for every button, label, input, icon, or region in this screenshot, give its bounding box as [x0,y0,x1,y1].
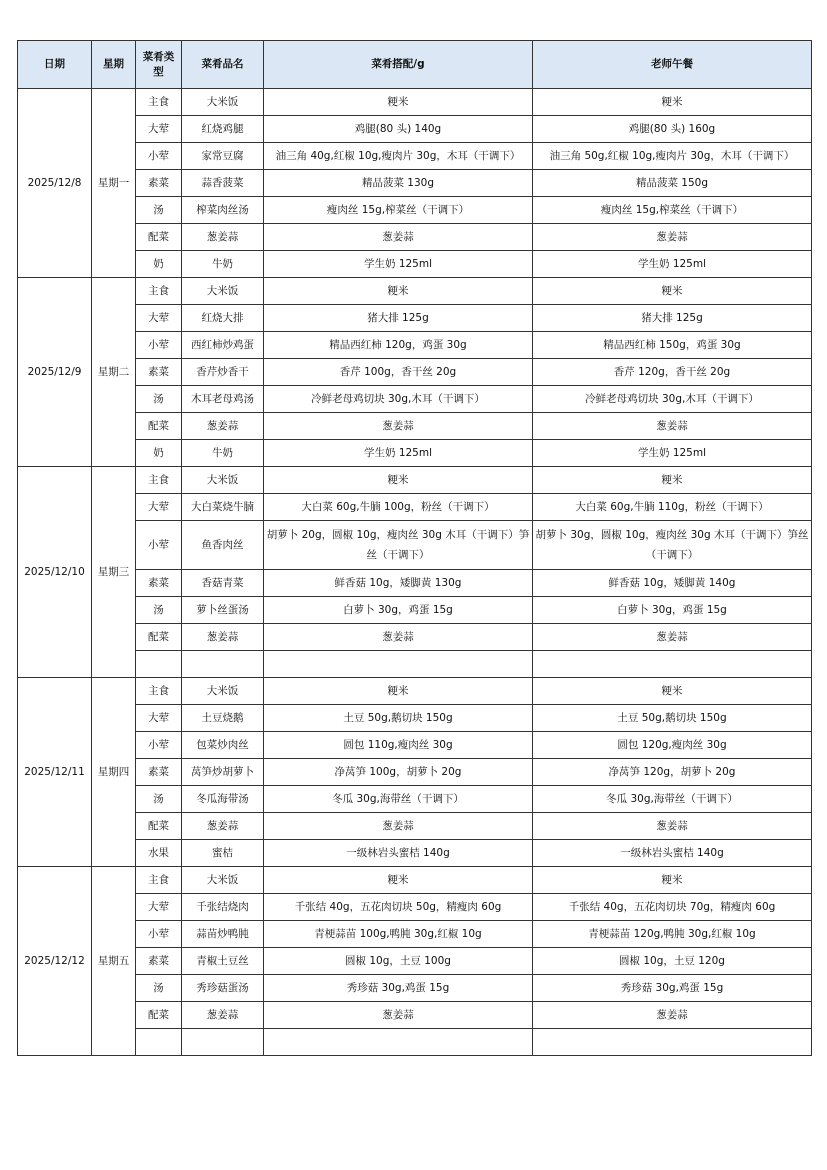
day-weekday: 星期二 [92,278,136,467]
dish-name-cell: 青椒土豆丝 [182,948,264,975]
dish-type-cell: 小荤 [136,521,182,570]
day-date: 2025/12/12 [18,867,92,1056]
teacher-lunch-cell: 香芹 120g，香干丝 20g [533,359,812,386]
ingredients-cell: 精品西红柿 120g，鸡蛋 30g [264,332,533,359]
teacher-lunch-cell: 粳米 [533,678,812,705]
teacher-lunch-cell: 粳米 [533,278,812,305]
header-weekday: 星期 [92,41,136,89]
dish-type-cell: 大荤 [136,116,182,143]
table-row [18,116,812,143]
dish-name-cell [182,1029,264,1056]
dish-type-cell: 大荤 [136,305,182,332]
dish-type-cell: 汤 [136,597,182,624]
table-row [18,1002,812,1029]
teacher-lunch-cell: 学生奶 125ml [533,440,812,467]
dish-name-cell: 牛奶 [182,440,264,467]
teacher-lunch-cell: 葱姜蒜 [533,1002,812,1029]
ingredients-cell: 粳米 [264,278,533,305]
teacher-lunch-cell [533,1029,812,1056]
ingredients-cell: 粳米 [264,467,533,494]
table-row [18,975,812,1002]
day-date: 2025/12/10 [18,467,92,678]
day-date: 2025/12/8 [18,89,92,278]
table-row [18,413,812,440]
ingredients-cell: 精品菠菜 130g [264,170,533,197]
teacher-lunch-cell: 冷鲜老母鸡切块 30g,木耳（干调下） [533,386,812,413]
ingredients-cell: 葱姜蒜 [264,624,533,651]
dish-name-cell: 葱姜蒜 [182,1002,264,1029]
table-row [18,597,812,624]
teacher-lunch-cell [533,651,812,678]
ingredients-cell: 葱姜蒜 [264,813,533,840]
teacher-lunch-cell: 瘦肉丝 15g,榨菜丝（干调下） [533,197,812,224]
dish-name-cell: 榨菜肉丝汤 [182,197,264,224]
teacher-lunch-cell: 葱姜蒜 [533,413,812,440]
dish-name-cell: 冬瓜海带汤 [182,786,264,813]
teacher-lunch-cell: 圆包 120g,瘦肉丝 30g [533,732,812,759]
dish-name-cell: 大米饭 [182,678,264,705]
table-row [18,921,812,948]
teacher-lunch-cell: 鸡腿(80 头) 160g [533,116,812,143]
ingredients-cell: 粳米 [264,867,533,894]
table-row [18,813,812,840]
table-row [18,570,812,597]
ingredients-cell: 葱姜蒜 [264,1002,533,1029]
ingredients-cell: 学生奶 125ml [264,440,533,467]
teacher-lunch-cell: 千张结 40g，五花肉切块 70g，精瘦肉 60g [533,894,812,921]
teacher-lunch-cell: 鲜香菇 10g，矮脚黄 140g [533,570,812,597]
table-row [18,143,812,170]
teacher-lunch-cell: 胡萝卜 30g，圆椒 10g，瘦肉丝 30g 木耳（干调下）笋丝（干调下） [533,521,812,570]
dish-name-cell: 葱姜蒜 [182,624,264,651]
dish-name-cell: 蜜桔 [182,840,264,867]
ingredients-cell [264,1029,533,1056]
dish-name-cell: 土豆烧鹅 [182,705,264,732]
dish-type-cell: 汤 [136,786,182,813]
dish-name-cell: 葱姜蒜 [182,413,264,440]
teacher-lunch-cell: 猪大排 125g [533,305,812,332]
header-teacher-lunch: 老师午餐 [533,41,812,89]
dish-type-cell [136,651,182,678]
dish-type-cell: 主食 [136,867,182,894]
teacher-lunch-cell: 葱姜蒜 [533,624,812,651]
dish-name-cell: 香菇青菜 [182,570,264,597]
table-row [18,170,812,197]
dish-type-cell: 素菜 [136,170,182,197]
teacher-lunch-cell: 粳米 [533,867,812,894]
ingredients-cell: 冷鲜老母鸡切块 30g,木耳（干调下） [264,386,533,413]
table-row [18,678,812,705]
dish-name-cell: 大米饭 [182,467,264,494]
ingredients-cell: 油三角 40g,红椒 10g,瘦肉片 30g，木耳（干调下） [264,143,533,170]
teacher-lunch-cell: 白萝卜 30g，鸡蛋 15g [533,597,812,624]
dish-type-cell: 大荤 [136,494,182,521]
day-weekday: 星期四 [92,678,136,867]
table-row [18,494,812,521]
ingredients-cell: 葱姜蒜 [264,224,533,251]
table-row [18,89,812,116]
dish-type-cell: 大荤 [136,894,182,921]
dish-type-cell: 奶 [136,440,182,467]
ingredients-cell: 圆椒 10g，土豆 100g [264,948,533,975]
dish-type-cell [136,1029,182,1056]
ingredients-cell: 土豆 50g,鹅切块 150g [264,705,533,732]
teacher-lunch-cell: 圆椒 10g，土豆 120g [533,948,812,975]
table-row [18,894,812,921]
menu-body [18,89,812,1056]
day-date: 2025/12/11 [18,678,92,867]
teacher-lunch-cell: 大白菜 60g,牛腩 110g，粉丝（干调下） [533,494,812,521]
table-row [18,705,812,732]
dish-name-cell: 蒜香菠菜 [182,170,264,197]
dish-name-cell: 大米饭 [182,278,264,305]
table-row [18,332,812,359]
ingredients-cell: 净莴笋 100g，胡萝卜 20g [264,759,533,786]
dish-type-cell: 小荤 [136,921,182,948]
table-row [18,759,812,786]
dish-type-cell: 大荤 [136,705,182,732]
dish-name-cell: 西红柿炒鸡蛋 [182,332,264,359]
ingredients-cell: 葱姜蒜 [264,413,533,440]
dish-name-cell: 大米饭 [182,89,264,116]
teacher-lunch-cell: 净莴笋 120g，胡萝卜 20g [533,759,812,786]
table-row [18,359,812,386]
dish-name-cell: 红烧鸡腿 [182,116,264,143]
day-date: 2025/12/9 [18,278,92,467]
ingredients-cell: 千张结 40g，五花肉切块 50g，精瘦肉 60g [264,894,533,921]
dish-type-cell: 配菜 [136,413,182,440]
dish-type-cell: 小荤 [136,332,182,359]
dish-name-cell: 葱姜蒜 [182,224,264,251]
dish-type-cell: 主食 [136,89,182,116]
table-row [18,224,812,251]
header-dish-type: 菜肴类型 [136,41,182,89]
dish-type-cell: 汤 [136,197,182,224]
teacher-lunch-cell: 秀珍菇 30g,鸡蛋 15g [533,975,812,1002]
table-row [18,651,812,678]
ingredients-cell: 大白菜 60g,牛腩 100g，粉丝（干调下） [264,494,533,521]
dish-name-cell: 包菜炒肉丝 [182,732,264,759]
header-ingredients: 菜肴搭配/g [264,41,533,89]
dish-type-cell: 素菜 [136,570,182,597]
ingredients-cell: 鲜香菇 10g，矮脚黄 130g [264,570,533,597]
teacher-lunch-cell: 油三角 50g,红椒 10g,瘦肉片 30g，木耳（干调下） [533,143,812,170]
dish-name-cell: 红烧大排 [182,305,264,332]
dish-type-cell: 主食 [136,467,182,494]
header-dish-name: 菜肴品名 [182,41,264,89]
header-row [18,41,812,89]
table-row [18,305,812,332]
table-row [18,867,812,894]
ingredients-cell: 秀珍菇 30g,鸡蛋 15g [264,975,533,1002]
ingredients-cell [264,651,533,678]
ingredients-cell: 瘦肉丝 15g,榨菜丝（干调下） [264,197,533,224]
teacher-lunch-cell: 粳米 [533,467,812,494]
ingredients-cell: 粳米 [264,89,533,116]
table-row [18,251,812,278]
table-row [18,386,812,413]
table-row [18,278,812,305]
day-weekday: 星期三 [92,467,136,678]
dish-type-cell: 素菜 [136,759,182,786]
header-date: 日期 [18,41,92,89]
dish-name-cell: 葱姜蒜 [182,813,264,840]
ingredients-cell: 学生奶 125ml [264,251,533,278]
dish-type-cell: 水果 [136,840,182,867]
teacher-lunch-cell: 土豆 50g,鹅切块 150g [533,705,812,732]
ingredients-cell: 白萝卜 30g，鸡蛋 15g [264,597,533,624]
menu-table [17,40,812,1056]
table-row [18,1029,812,1056]
dish-name-cell: 大白菜烧牛腩 [182,494,264,521]
dish-type-cell: 汤 [136,386,182,413]
table-row [18,521,812,570]
teacher-lunch-cell: 葱姜蒜 [533,813,812,840]
dish-type-cell: 素菜 [136,948,182,975]
table-row [18,786,812,813]
table-row [18,732,812,759]
teacher-lunch-cell: 精品西红柿 150g，鸡蛋 30g [533,332,812,359]
dish-name-cell: 家常豆腐 [182,143,264,170]
table-row [18,197,812,224]
dish-type-cell: 汤 [136,975,182,1002]
teacher-lunch-cell: 精品菠菜 150g [533,170,812,197]
dish-name-cell: 香芹炒香干 [182,359,264,386]
dish-type-cell: 主食 [136,278,182,305]
ingredients-cell: 粳米 [264,678,533,705]
table-row [18,624,812,651]
ingredients-cell: 鸡腿(80 头) 140g [264,116,533,143]
day-weekday: 星期一 [92,89,136,278]
dish-name-cell: 鱼香肉丝 [182,521,264,570]
dish-type-cell: 小荤 [136,143,182,170]
teacher-lunch-cell: 冬瓜 30g,海带丝（干调下） [533,786,812,813]
dish-type-cell: 配菜 [136,1002,182,1029]
ingredients-cell: 胡萝卜 20g，圆椒 10g，瘦肉丝 30g 木耳（干调下）笋丝（干调下） [264,521,533,570]
dish-name-cell: 秀珍菇蛋汤 [182,975,264,1002]
dish-type-cell: 素菜 [136,359,182,386]
dish-type-cell: 配菜 [136,624,182,651]
ingredients-cell: 猪大排 125g [264,305,533,332]
dish-type-cell: 奶 [136,251,182,278]
teacher-lunch-cell: 青梗蒜苗 120g,鸭肫 30g,红椒 10g [533,921,812,948]
dish-name-cell: 萝卜丝蛋汤 [182,597,264,624]
table-row [18,467,812,494]
teacher-lunch-cell: 粳米 [533,89,812,116]
dish-name-cell: 莴笋炒胡萝卜 [182,759,264,786]
dish-name-cell: 大米饭 [182,867,264,894]
dish-name-cell: 蒜苗炒鸭肫 [182,921,264,948]
dish-name-cell: 木耳老母鸡汤 [182,386,264,413]
ingredients-cell: 冬瓜 30g,海带丝（干调下） [264,786,533,813]
dish-name-cell: 千张结烧肉 [182,894,264,921]
ingredients-cell: 青梗蒜苗 100g,鸭肫 30g,红椒 10g [264,921,533,948]
teacher-lunch-cell: 葱姜蒜 [533,224,812,251]
dish-name-cell [182,651,264,678]
ingredients-cell: 香芹 100g，香干丝 20g [264,359,533,386]
teacher-lunch-cell: 学生奶 125ml [533,251,812,278]
ingredients-cell: 圆包 110g,瘦肉丝 30g [264,732,533,759]
day-weekday: 星期五 [92,867,136,1056]
table-row [18,948,812,975]
table-row [18,840,812,867]
dish-type-cell: 主食 [136,678,182,705]
teacher-lunch-cell: 一级林岩头蜜桔 140g [533,840,812,867]
table-row [18,440,812,467]
dish-type-cell: 配菜 [136,224,182,251]
dish-type-cell: 小荤 [136,732,182,759]
dish-type-cell: 配菜 [136,813,182,840]
ingredients-cell: 一级林岩头蜜桔 140g [264,840,533,867]
dish-name-cell: 牛奶 [182,251,264,278]
